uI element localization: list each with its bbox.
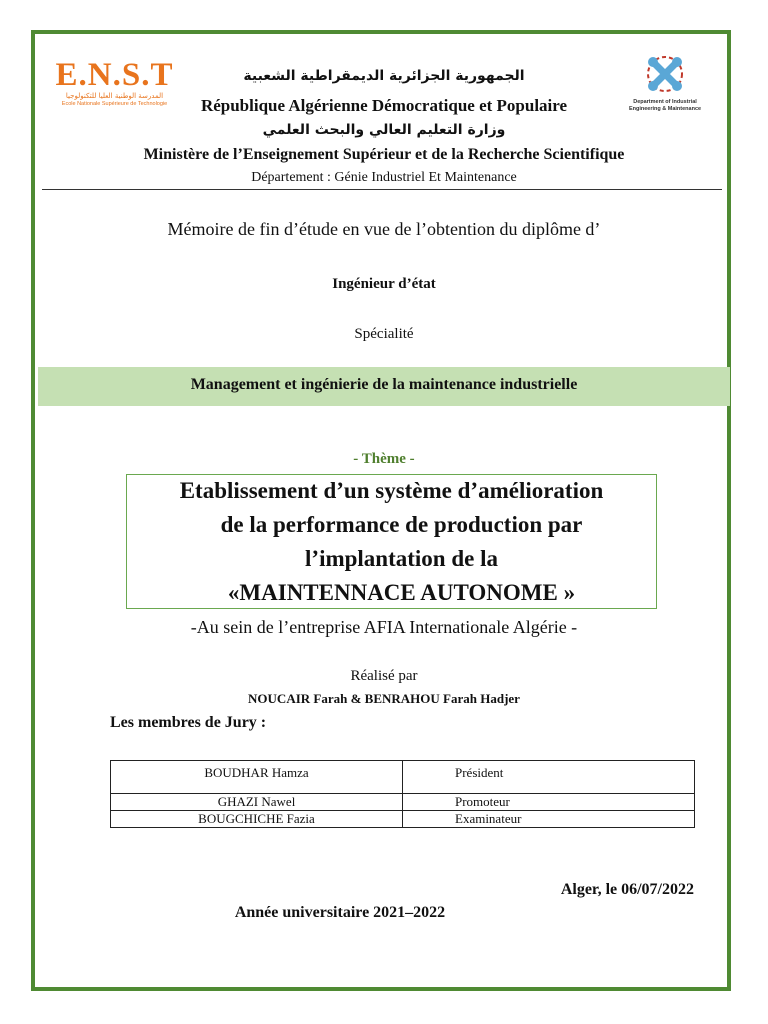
header-divider [42,189,722,190]
theme-line-4: «MAINTENNACE AUTONOME » [227,580,576,605]
jury-title: Les membres de Jury : [110,714,267,731]
republic-title: République Algérienne Démocratique et Populaire [200,96,568,115]
memoire-line: Mémoire de fin d’étude en vue de l’obtention du diplôme d’ [167,219,601,239]
jury-role: Examinateur [403,811,695,828]
speciality-label: Spécialité [354,326,414,342]
jury-name: BOUGCHICHE Fazia [111,811,403,828]
department-logo-line1: Department of Industrial [633,99,697,105]
theme-line-1: Etablissement d’un système d’amélioration [179,478,604,503]
arabic-ministry-title: وزارة التعليم العالي والبحث العلمي [262,122,506,138]
department-line: Département : Génie Industriel Et Maintenance [251,170,517,185]
table-row [111,811,695,828]
jury-table [110,760,695,828]
table-row [111,794,695,811]
academic-year: Année universitaire 2021–2022 [234,904,446,921]
jury-name: GHAZI Nawel [111,794,403,811]
authors-line: NOUCAIR Farah & BENRAHOU Farah Hadjer [248,691,520,706]
jury-role: Président [403,761,695,794]
enst-logo-french: Ecole Nationale Supérieure de Technologie [61,101,168,107]
enst-logo-arabic: المدرسة الوطنية العليا للتكنولوجيا [65,92,164,100]
ministry-title: Ministère de l’Enseignement Supérieur et de la Recherche Scientifique [143,146,625,163]
enst-logo-mark: E.N.S.T [55,57,174,93]
company-line: -Au sein de l’entreprise AFIA Internationale Algérie - [190,617,578,637]
theme-line-2: de la performance de production par [220,512,583,537]
department-logo-line2: Engineering & Maintenance [628,105,702,112]
theme-line-3: l’implantation de la [305,546,498,571]
arabic-republic-title: الجمهورية الجزائرية الديمقراطية الشعبية [243,68,525,84]
realise-par-label: Réalisé par [350,668,418,684]
table-row [111,761,695,794]
jury-name: BOUDHAR Hamza [111,761,403,794]
speciality-title: Management et ingénierie de la maintenance industrielle [190,376,578,393]
theme-label: - Thème - [353,451,415,467]
jury-role: Promoteur [403,794,695,811]
date-line: Alger, le 06/07/2022 [560,881,694,898]
diploma-title: Ingénieur d’état [332,276,436,292]
